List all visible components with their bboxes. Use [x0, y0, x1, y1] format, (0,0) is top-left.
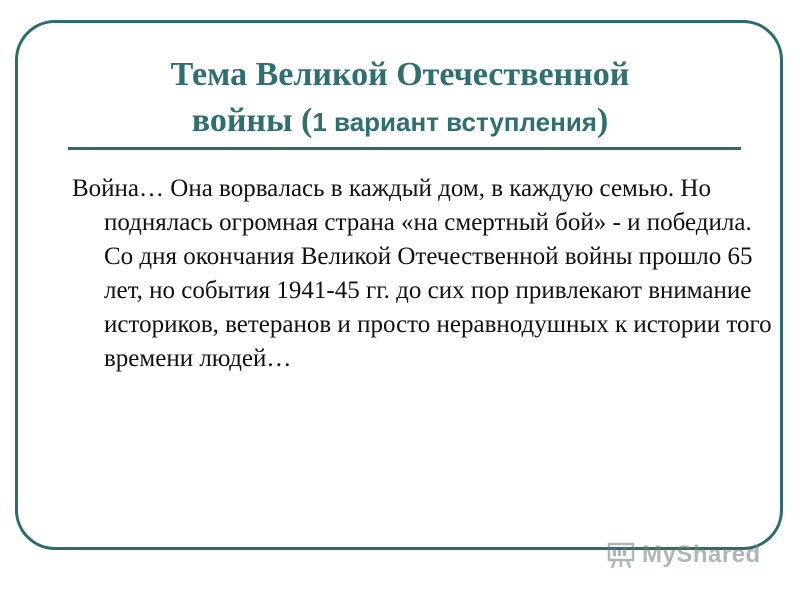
title-line2-word: войны (: [191, 102, 313, 139]
slide-title: [40, 52, 760, 145]
title-line2: [40, 98, 760, 145]
body-paragraph: Война… Она ворвалась в каждый дом, в каждую семью. Но поднялась огромная страна «на смертный бой» - и победила. Со дня окончания Великой Отечественной войны прошло 65 лет, но события 1941-45 гг. до сих пор привлекают внимание историков, ветеранов и просто неравнодушных к истории того времени людей…: [72, 175, 772, 372]
title-main: Тема Великой Отечественной: [170, 56, 630, 93]
watermark-brand: MyShared: [642, 541, 761, 568]
presentation-board-icon: [606, 540, 636, 570]
title-divider: [68, 147, 741, 150]
title-subtitle: 1 вариант вступления: [312, 107, 597, 137]
watermark: [606, 535, 761, 575]
title-close-paren: ): [596, 102, 609, 139]
